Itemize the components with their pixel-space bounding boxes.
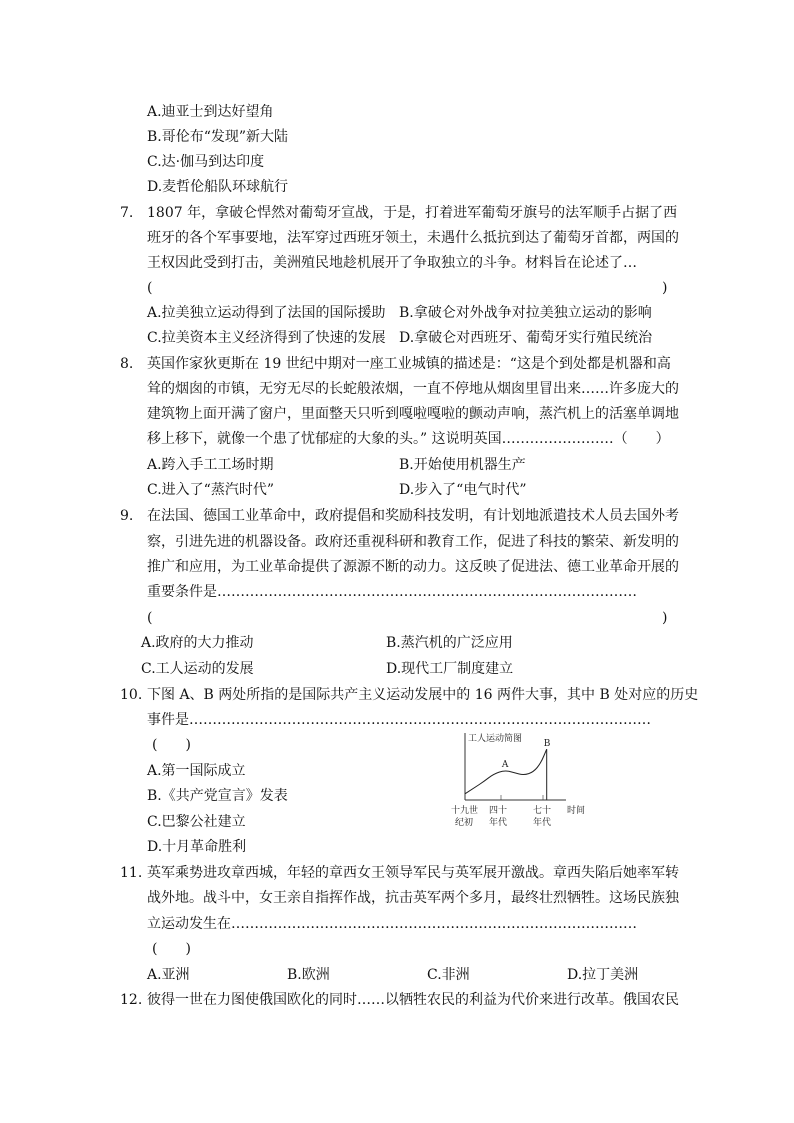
q11-stem-line2: 战外地。战斗中，女王亲自指挥作战，抗击英军两个多月，最终壮烈牺牲。这场民族独 (147, 890, 679, 906)
q10-answer-paren[interactable]: ( ) (152, 737, 191, 753)
q8-option-c[interactable]: C.进入了“蒸汽时代” (147, 482, 274, 498)
labor-movement-chart (440, 725, 600, 835)
q7-option-c[interactable]: C.拉美资本主义经济得到了快速的发展 (147, 330, 386, 346)
q7-answer-paren-open[interactable]: ( (147, 280, 153, 296)
q6-option-d[interactable]: D.麦哲伦船队环球航行 (147, 179, 289, 195)
q7-option-b[interactable]: B.拿破仑对外战争对拉美独立运动的影响 (399, 305, 652, 321)
q9-option-c[interactable]: C.工人运动的发展 (141, 661, 254, 677)
x-axis-label: 时间 (567, 806, 586, 816)
x-tick-label-3-top: 七十 (533, 806, 552, 816)
q8-stem-line2: 耸的烟囱的市镇，无穷无尽的长蛇般浓烟，一直不停地从烟囱里冒出来……许多庞大的 (147, 381, 679, 397)
q9-stem-line2: 察，引进先进的机器设备。政府还重视科研和教育工作，促进了科技的繁荣、新发明的 (147, 534, 679, 550)
x-tick-label-2-bottom: 年代 (489, 818, 508, 828)
q9-option-a[interactable]: A.政府的大力推动 (141, 635, 254, 651)
chart-title: 工人运动简图 (468, 734, 523, 744)
q11-stem-line1: 英军乘势进攻章西城，年轻的章西女王领导军民与英军展开激战。章西失陷后她率军转 (147, 865, 679, 881)
x-tick-label-1-bottom: 纪初 (455, 818, 474, 828)
point-b-label: B (543, 739, 551, 750)
q10-option-a[interactable]: A.第一国际成立 (147, 763, 246, 779)
q7-option-a[interactable]: A.拉美独立运动得到了法国的国际援助 (147, 305, 386, 321)
q9-option-b[interactable]: B.蒸汽机的广泛应用 (386, 635, 513, 651)
q7-stem-line3: 王权因此受到打击，美洲殖民地趁机展开了争取独立的斗争。材料旨在论述了… (147, 255, 637, 271)
point-a-label: A (501, 760, 509, 771)
q7-stem-line1: 1807 年，拿破仑悍然对葡萄牙宣战，于是，打着进军葡萄牙旗号的法军顺手占据了西 (147, 205, 678, 221)
q9-answer-paren-close[interactable]: ) (662, 610, 668, 626)
q12-number: 12. (120, 992, 143, 1008)
q11-option-c[interactable]: C.非洲 (427, 967, 470, 983)
x-tick-label-2-top: 四十 (489, 806, 508, 816)
q9-stem-line1: 在法国、德国工业革命中，政府提倡和奖励科技发明，有计划地派遣技术人员去国外考 (147, 508, 679, 524)
q7-stem-line2: 班牙的各个军事要地，法军穿过西班牙领土，未遇什么抵抗到达了葡萄牙首都，两国的 (147, 230, 679, 246)
q8-number: 8. (120, 356, 134, 372)
q8-stem-line4: 移上移下，就像一个患了忧郁症的大象的头。” 这说明英国……………………（ ） (147, 431, 670, 447)
trend-line (465, 749, 547, 794)
x-tick-label-1-top: 十九世 (451, 806, 479, 816)
q8-option-b[interactable]: B.开始使用机器生产 (399, 457, 526, 473)
q8-option-d[interactable]: D.步入了“电气时代” (399, 482, 527, 498)
q11-answer-paren[interactable]: ( ) (152, 941, 191, 957)
q8-option-a[interactable]: A.跨入手工工场时期 (147, 457, 274, 473)
q9-number: 9. (120, 508, 134, 524)
q10-number: 10. (120, 687, 143, 703)
x-tick-label-3-bottom: 年代 (533, 818, 552, 828)
q9-stem-line3: 推广和应用，为工业革命提供了源源不断的动力。这反映了促进法、德工业革命开展的 (147, 559, 679, 575)
q11-stem-line3: 立运动发生在…………………………………………………………………………… (147, 916, 637, 932)
q10-stem-line2: 事件是……………………………………………………………………………………… (147, 712, 651, 728)
q11-option-a[interactable]: A.亚洲 (147, 967, 190, 983)
q9-stem-line4: 重要条件是……………………………………………………………………………… (147, 584, 637, 600)
q9-answer-paren-open[interactable]: ( (147, 610, 153, 626)
q8-stem-line1: 英国作家狄更斯在 19 世纪中期对一座工业城镇的描述是：“这是个到处都是机器和高 (147, 356, 671, 372)
q10-stem-line1: 下图 A、B 两处所指的是国际共产主义运动发展中的 16 两件大事，其中 B 处对应的历史 (147, 687, 699, 703)
q6-option-b[interactable]: B.哥伦布“发现”新大陆 (147, 129, 289, 145)
q7-option-d[interactable]: D.拿破仑对西班牙、葡萄牙实行殖民统治 (399, 330, 653, 346)
q7-number: 7. (120, 205, 134, 221)
q11-option-d[interactable]: D.拉丁美洲 (567, 967, 639, 983)
q9-option-d[interactable]: D.现代工厂制度建立 (386, 661, 514, 677)
q8-stem-line3: 建筑物上面开满了窗户，里面整天只听到嘎啦嘎啦的颤动声响，蒸汽机上的活塞单调地 (147, 406, 679, 422)
q10-option-c[interactable]: C.巴黎公社建立 (147, 814, 246, 830)
q11-number: 11. (120, 865, 143, 881)
q6-option-a[interactable]: A.迪亚士到达好望角 (147, 104, 274, 120)
q10-option-b[interactable]: B.《共产党宣言》发表 (147, 788, 288, 804)
q12-stem-line1: 彼得一世在力图使俄国欧化的同时……以牺牲农民的利益为代价来进行改革。俄国农民 (147, 992, 679, 1008)
q10-option-d[interactable]: D.十月革命胜利 (147, 839, 247, 855)
q6-option-c[interactable]: C.达·伽马到达印度 (147, 154, 265, 170)
q11-option-b[interactable]: B.欧洲 (287, 967, 330, 983)
q7-answer-paren-close[interactable]: ) (662, 280, 668, 296)
